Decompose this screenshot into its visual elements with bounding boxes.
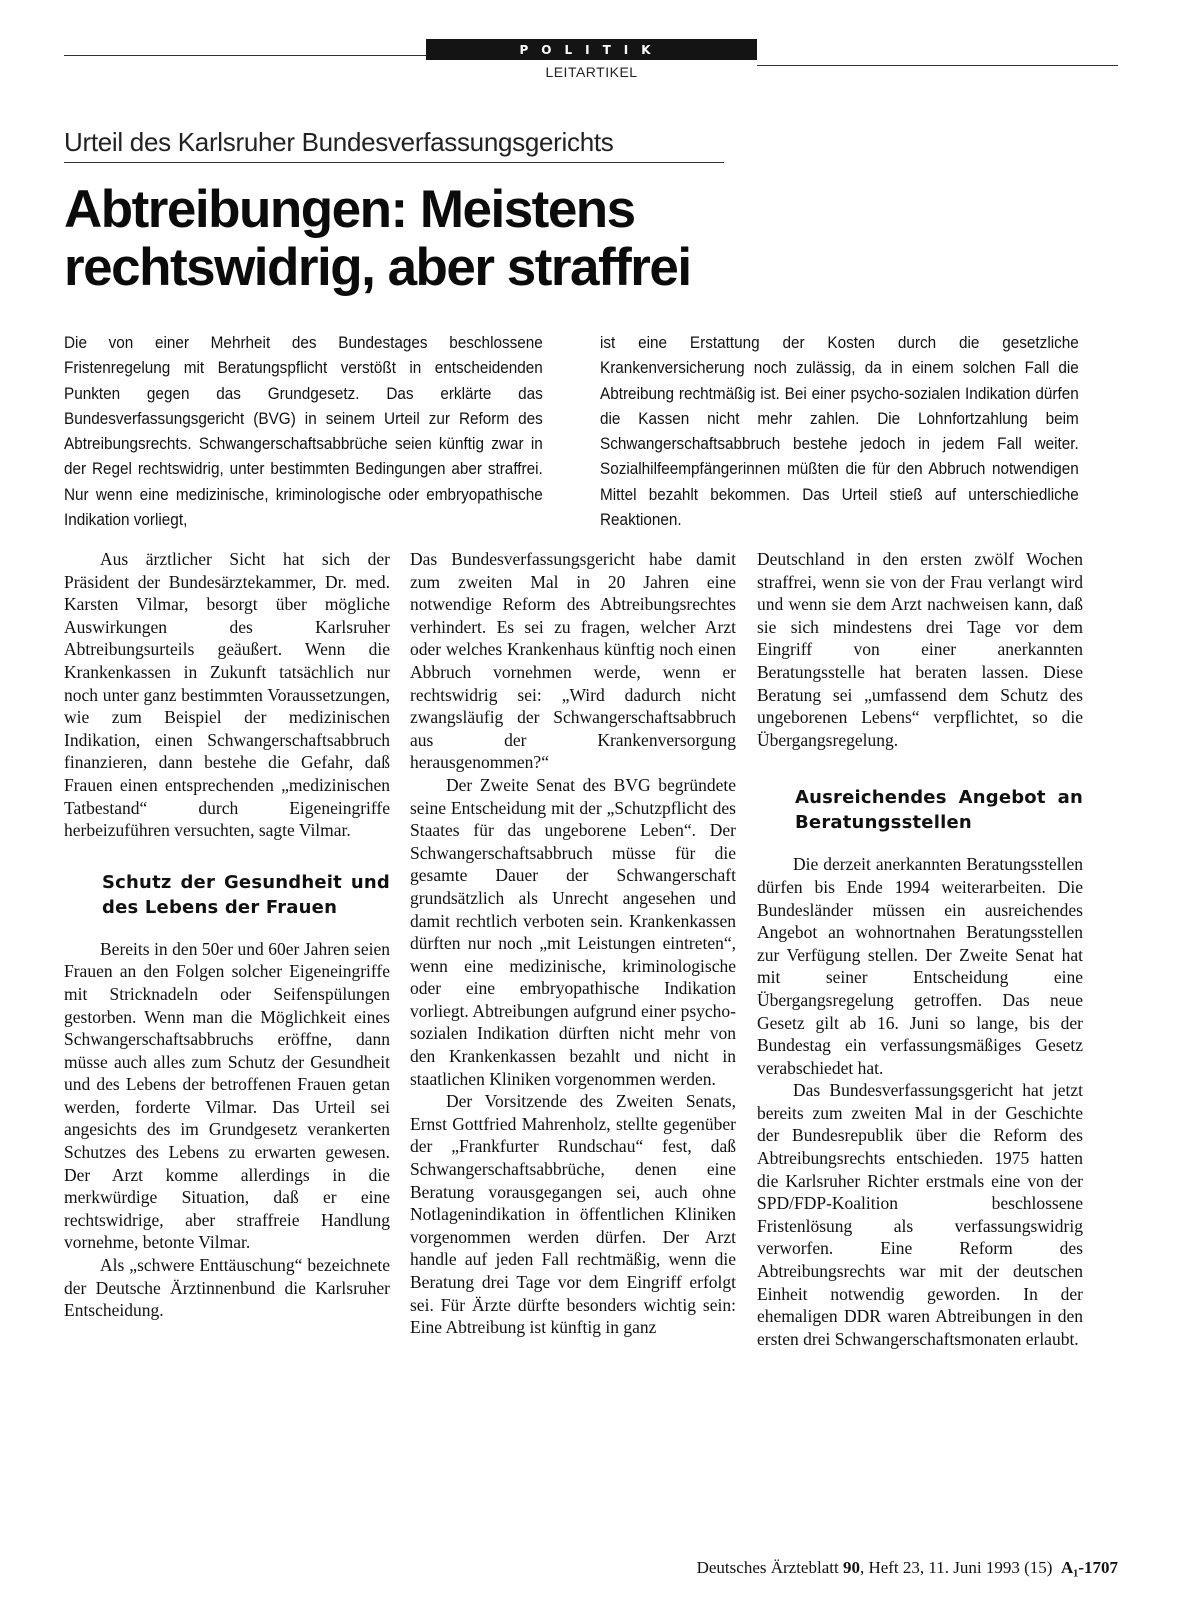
subsection-label: LEITARTIKEL: [545, 64, 638, 80]
subheading-1: Schutz der Gesundheit und des Lebens der Frauen: [102, 871, 390, 918]
body-paragraph: Der Vorsitzende des Zweiten Senats, Ernst Gottfried Mahrenholz, stellte gegenüber der „Frankfurter Rundschau“ fest, daß Schwangerschaftsabbrüche, denen eine Beratung vorausgegangen sei, auch ohne Notlagenindikation in öffentlichen Kliniken vorgenommen werden dürfen. Der Arzt handle auf jeden Fall rechtmäßig, wenn die Beratung drei Tage vor dem Eingriff erfolgt sei. Für Ärzte dürfte besonders wichtig sein: Eine Abtreibung ist künftig in ganz: [410, 1091, 736, 1338]
article-kicker: Urteil des Karlsruher Bundesverfassungsgerichts: [64, 127, 724, 163]
body-paragraph: Aus ärztlicher Sicht hat sich der Präsident der Bundesärztekammer, Dr. med. Karsten Vilmar, besorgt über mögliche Auswirkungen des Karlsruher Abtreibungsurteils geäußert. Wenn die Krankenkassen in Zukunft tatsächlich nur noch unter ganz bestimmten Voraussetzungen, wie zum Beispiel der medizinischen Indikation, einen Schwangerschaftsabbruch finanzieren, dann bestehe die Gefahr, daß Frauen einen entsprechenden „medizinischen Tatbestand“ durch Eigeneingriffe herbeizuführen versuchten, sagte Vilmar.: [64, 549, 390, 841]
page-footer: [584, 1558, 1118, 1578]
lead-paragraph-part-2: ist eine Erstattung der Kosten durch die gesetzliche Krankenversicherung noch zulässig, da in einem solchen Fall die Abtreibung rechtmäßig ist. Bei einer psycho-sozialen Indikation dürfen die Kassen nicht mehr zahlen. Die Lohnfortzahlung beim Schwangerschaftsabbruch bestehe jedoch in jedem Fall weiter. Sozialhilfeempfängerinnen müßten die für den Abbruch notwendigen Mittel bezahlt bekommen. Das Urteil stieß auf unterschiedliche Reaktionen.: [600, 333, 1079, 530]
lead-paragraph-part-1: Die von einer Mehrheit des Bundestages beschlossene Fristenregelung mit Beratungspflicht verstößt in entscheidenden Punkten gegen das Grundgesetz. Das erklärte das Bundesverfassungsgericht (BVG) in seinem Urteil zur Reform des Abtreibungsrechts. Schwangerschaftsabbrüche seien künftig zwar in der Regel rechtswidrig, unter bestimmten Bedingungen aber straffrei. Nur wenn eine medizinische, kriminologische oder embryopathische Indikation vorliegt,: [64, 333, 543, 530]
article-headline: [64, 181, 1124, 297]
body-paragraph: Bereits in den 50er und 60er Jahren seien Frauen an den Folgen solcher Eigeneingriffe mit Stricknadeln oder Seifenspülungen gestorben. Wenn man die Möglichkeit eines Schwangerschaftsabbruchs eröffne, dann müsse auch alles zum Schutz der Gesundheit und des Lebens der betroffenen Frauen getan werden, forderte Vilmar. Das Urteil sei angesichts des im Grundgesetz verankerten Schutzes des Lebens zu erwarten gewesen. Der Arzt komme allerdings in die merkwürdige Situation, daß er eine rechtswidrige, aber straffreie Handlung vornehme, betonte Vilmar.: [64, 938, 390, 1253]
body-paragraph: Das Bundesverfassungsgericht hat jetzt bereits zum zweiten Mal in der Geschichte der Bundesrepublik über die Reform des Abtreibungsrechts entschieden. 1975 hatten die Karlsruher Richter erstmals eine von der SPD/FDP-Koalition beschlossene Fristenlösung als verfassungswidrig verworfen. Eine Reform des Abtreibungsrechts war mit der deutschen Einheit notwendig geworden. In der ehemaligen DDR waren Abtreibungen in den ersten drei Schwangerschaftsmonaten erlaubt.: [757, 1080, 1083, 1349]
body-column-2: [410, 548, 736, 1339]
header-rule-right: [757, 65, 1118, 66]
body-paragraph: Deutschland in den ersten zwölf Wochen straffrei, wenn sie von der Frau verlangt wird und wenn sie dem Arzt nachweisen kann, daß sie sich mindestens drei Tage vor dem Eingriff von einer anerkannten Beratungsstelle hat beraten lassen. Diese Beratung sei „umfassend dem Schutz des ungeborenen Lebens“ verpflichtet, so die Übergangsregelung.: [757, 549, 1083, 750]
subheading-2: Ausreichendes Angebot an Beratungsstellen: [795, 787, 1083, 834]
header-rule-left: [64, 55, 426, 56]
body-paragraph: Die derzeit anerkannten Beratungsstellen dürfen bis Ende 1994 weiterarbeiten. Die Bundesländer müssen ein ausreichendes Angebot an wohnortnahen Beratungsstellen zur Verfügung stellen. Der Zweite Senat hat mit seiner Entscheidung eine Übergangsregelung getroffen. Das neue Gesetz gilt ab 16. Juni so lange, bis der Bundestag ein verfassungsmäßiges Gesetz verabschiedet hat.: [757, 854, 1083, 1078]
body-column-1: [64, 548, 390, 1322]
issue-date: , Heft 23, 11. Juni 1993 (15): [859, 1558, 1053, 1577]
body-paragraph: Als „schwere Enttäuschung“ bezeichnete der Deutsche Ärztinnenbund die Karlsruher Entscheidung.: [64, 1255, 390, 1321]
page-number: A₁-1707: [1060, 1558, 1118, 1577]
headline-line-1: Abtreibungen: Meistens: [64, 180, 635, 239]
volume-number: 90: [842, 1558, 860, 1577]
body-column-3: [757, 548, 1083, 1350]
body-paragraph: Das Bundesverfassungsgericht habe damit zum zweiten Mal in 20 Jahren eine notwendige Reform des Abtreibungsrechtes verhindert. Es sei zu fragen, welcher Arzt oder welches Krankenhaus künftig noch einen Abbruch vornehmen werde, wenn er rechtswidrig sei: „Wird dadurch nicht zwangsläufig der Schwangerschaftsabbruch aus der Krankenversorgung herausgenommen?“: [410, 549, 736, 773]
body-paragraph: Der Zweite Senat des BVG begründete seine Entscheidung mit der „Schutzpflicht des Staates für das ungeborene Leben“. Der Schwangerschaftsabbruch müsse für die gesamte Dauer der Schwangerschaft grundsätzlich als Unrecht angesehen und damit rechtlich verboten sein. Krankenkassen dürften nur noch „mit Leistungen eintreten“, wenn eine medizinische, kriminologische oder eine embryopathische Indikation vorliegt. Abtreibungen aufgrund einer psycho-sozialen Indikation dürften nicht mehr von den Krankenkassen bezahlt und nicht in staatlichen Kliniken vorgenommen werden.: [410, 774, 736, 1089]
section-label: POLITIK: [426, 39, 757, 60]
journal-name: Deutsches Ärzteblatt: [696, 1558, 839, 1577]
headline-line-2: rechtswidrig, aber straffrei: [64, 238, 691, 297]
